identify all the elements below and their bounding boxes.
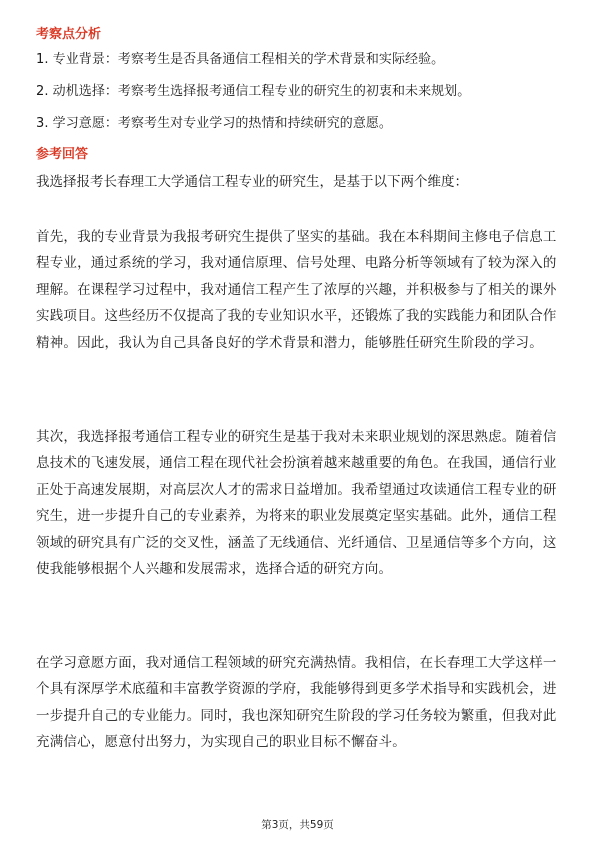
- answer-paragraph-1: 首先，我的专业背景为我报考研究生提供了坚实的基础。我在本科期间主修电子信息工程专业，通过系统的学习，我对通信原理、信号处理、电路分析等领域有了较为深入的理解。在课程学习过程中，我对通信工程产生了浓厚的兴趣，并积极参与了相关的课外实践项目。这些经历不仅提高了我的专业知识水平，还锻炼了我的实践能力和团队合作精神。因此，我认为自己具备良好的学术背景和潜力，能够胜任研究生阶段的学习。: [36, 229, 557, 351]
- analysis-heading: 考察点分析: [36, 27, 102, 42]
- answer-intro: 我选择报考长春理工大学通信工程专业的研究生，是基于以下两个维度：: [36, 174, 468, 190]
- answer-paragraph-2: 其次，我选择报考通信工程专业的研究生是基于我对未来职业规划的深思熟虑。随着信息技术的飞速发展，通信工程在现代社会扮演着越来越重要的角色。在我国，通信行业正处于高速发展期，对高层次人才的需求日益增加。我希望通过攻读通信工程专业的研究生，进一步提升自己的专业素养，为将来的职业发展奠定坚实基础。此外，通信工程领域的研究具有广泛的交叉性，涵盖了无线通信、光纤通信、卫星通信等多个方向，这使我能够根据个人兴趣和发展需求，选择合适的研究方向。: [36, 429, 557, 578]
- list-item: 1. 专业背景：考察考生是否具备通信工程相关的学术背景和实际经验。: [36, 52, 445, 67]
- page-number: 第3页，共59页: [261, 819, 334, 831]
- analysis-list: [36, 52, 566, 148]
- answer-paragraph-3: 在学习意愿方面，我对通信工程领域的研究充满热情。我相信，在长春理工大学这样一个具有深厚学术底蕴和丰富教学资源的学府，我能够得到更多学术指导和实践机会，进一步提升自己的专业能力。同时，我也深知研究生阶段的学习任务较为繁重，但我对此充满信心，愿意付出努力，为实现自己的职业目标不懈奋斗。: [36, 655, 557, 751]
- list-item: 3. 学习意愿：考察考生对专业学习的热情和持续研究的意愿。: [36, 116, 392, 131]
- answer-heading: 参考回答: [36, 147, 89, 162]
- list-item: 2. 动机选择：考察考生选择报考通信工程专业的研究生的初衷和未来规划。: [36, 84, 471, 99]
